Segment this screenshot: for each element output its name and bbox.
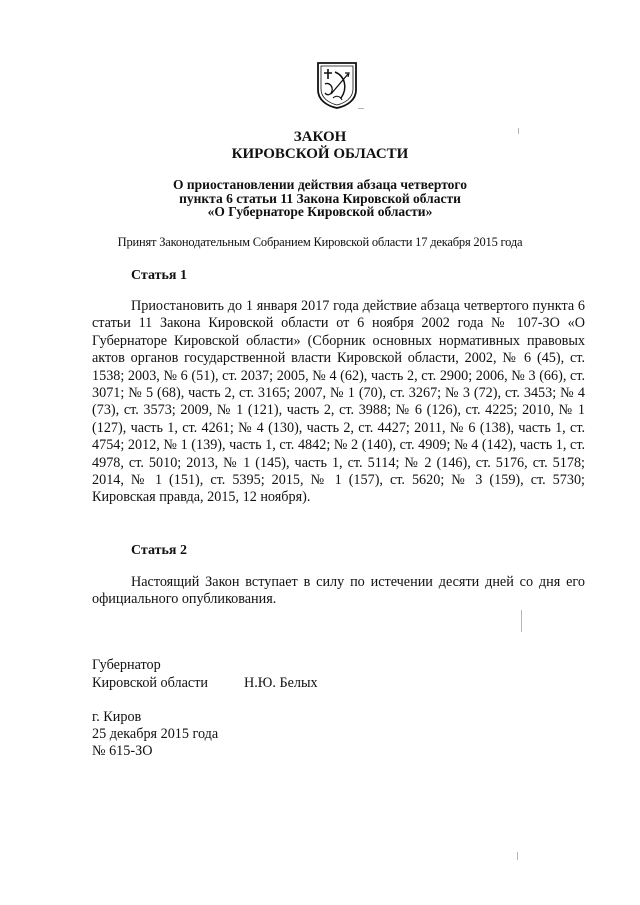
law-subject-line-1: О приостановлении действия абзаца четвертого <box>173 177 467 192</box>
signatory-position-line-1: Губернатор <box>92 657 161 673</box>
article-2-text: Настоящий Закон вступает в силу по истечении десяти дней со дня его официального опубликования. <box>92 574 585 608</box>
kirov-oblast-coat-of-arms-icon <box>315 60 359 110</box>
article-2-heading: Статья 2 <box>131 543 187 558</box>
scan-mark <box>521 610 522 632</box>
scan-mark <box>517 852 518 860</box>
law-subject-line-2: пункта 6 статьи 11 Закона Кировской области <box>179 191 461 206</box>
signing-place: г. Киров <box>92 709 142 725</box>
scan-mark <box>518 128 519 134</box>
article-1-text: Приостановить до 1 января 2017 года действие абзаца четвертого пункта 6 статьи 11 Закона Кировской области от 6 ноября 2002 года № 107-ЗО «О Губернаторе Кировской области» (Сборник основных нормативных правовых актов органов государственной власти Кировской области, 2002, № 6 (45), ст. 1538; 2003, № 6 (51), ст. 2037; 2005, № 4 (62), часть 2, ст. 2900; 2006, № 3 (66), ст. 3071; № 5 (68), часть 2, ст. 3165; 2007, № 1 (70), ст. 3267; № 3 (72), ст. 3453; № 4 (73), ст. 3573; 2009, № 1 (121), часть 2, ст. 3988; № 6 (126), ст. 4225; 2010, № 1 (127), часть 1, ст. 4261; № 4 (130), часть 2, ст. 4427; 2011, № 6 (138), часть 1, ст. 4754; 2012, № 1 (139), часть 1, ст. 4842; № 2 (140), ст. 4909; № 4 (142), часть 1, ст. 4978, ст. 5010; 2013, № 1 (145), часть 1, ст. 5114; № 2 (146), ст. 5176, ст. 5178; 2014, № 1 (151), ст. 5395; 2015, № 1 (157), ст. 5620; № 3 (159), ст. 5730; Кировская правда, 2015, 12 ноября). <box>92 298 585 506</box>
scan-mark <box>358 108 364 109</box>
signatory-position-line-2: Кировской области <box>92 675 208 691</box>
region-title: КИРОВСКОЙ ОБЛАСТИ <box>231 146 409 162</box>
signing-date: 25 декабря 2015 года <box>92 726 219 742</box>
law-number: № 615-ЗО <box>92 743 153 759</box>
law-subject-line-3: «О Губернаторе Кировской области» <box>207 204 433 219</box>
document-type-title: ЗАКОН <box>293 129 347 145</box>
signatory-name: Н.Ю. Белых <box>244 675 318 691</box>
adoption-statement: Принят Законодательным Собранием Кировской области 17 декабря 2015 года <box>117 235 523 249</box>
article-1-heading: Статья 1 <box>131 268 187 283</box>
